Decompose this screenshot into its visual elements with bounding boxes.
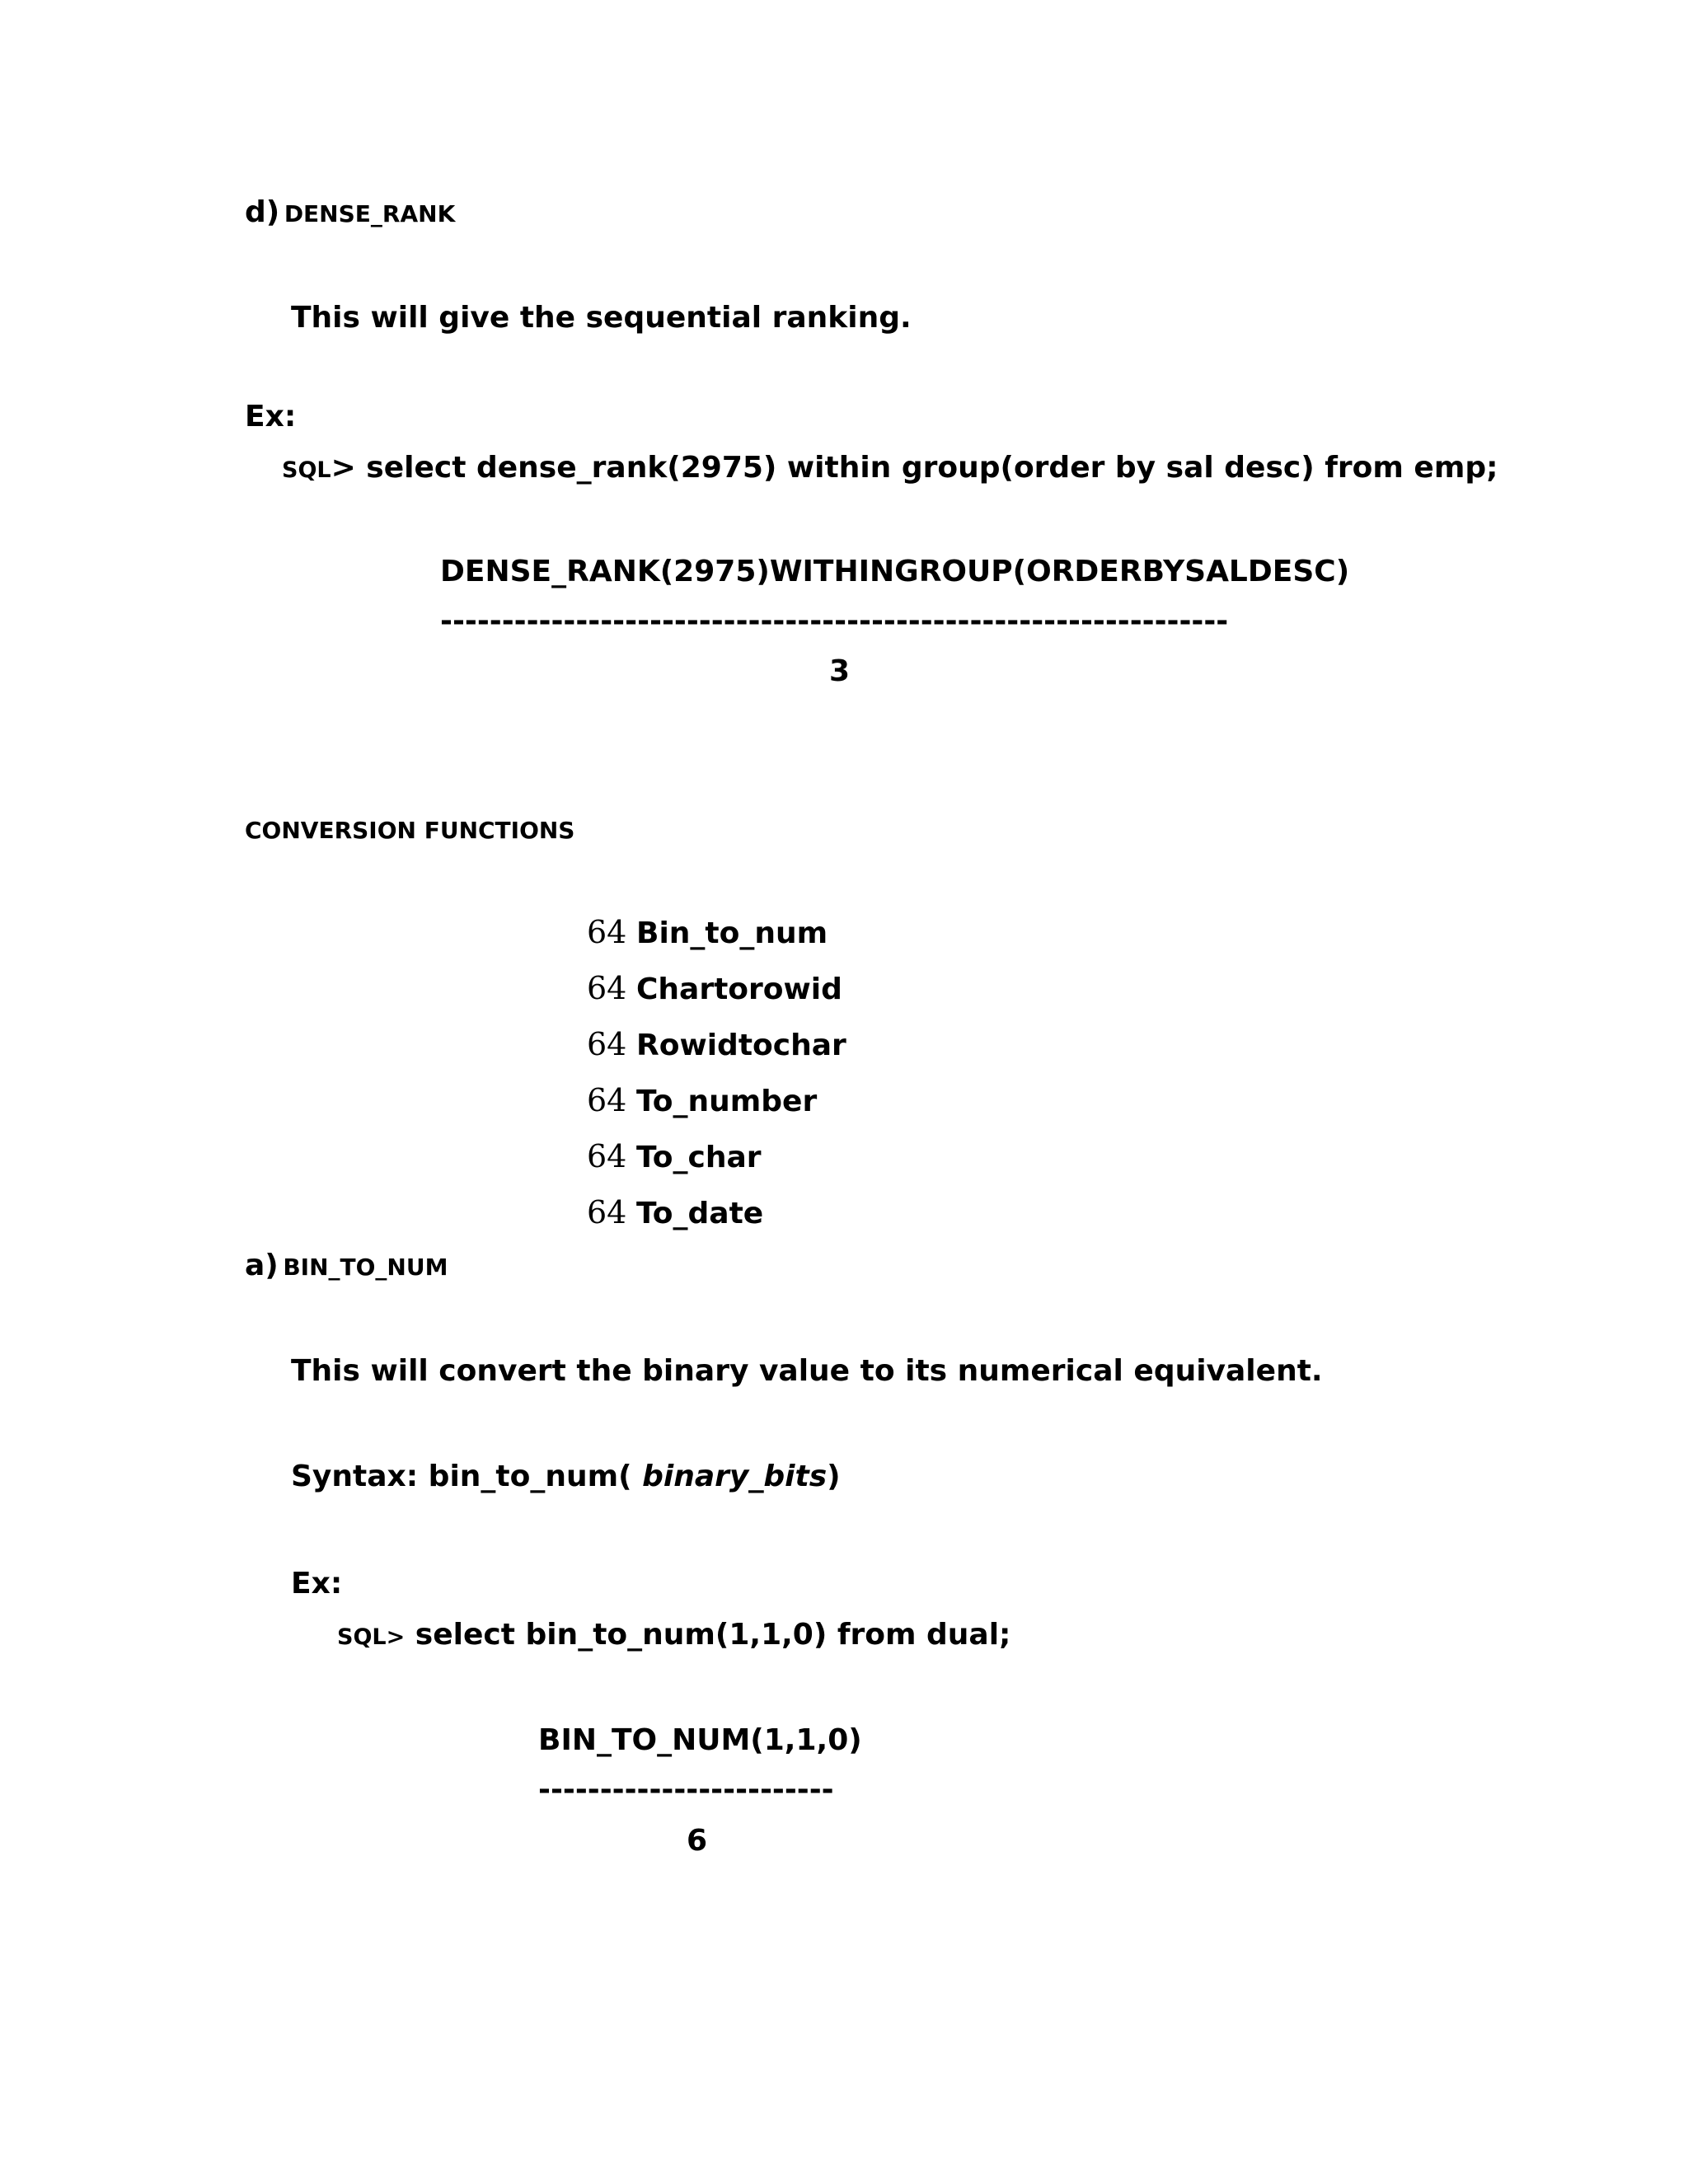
list-item (587, 1138, 762, 1174)
function-chartorowid: Chartorowid (636, 972, 842, 1006)
bullet-marker: 64 (587, 1194, 627, 1230)
bin-to-num-sql-query: select bin_to_num(1,1,0) from dual; (405, 1618, 1011, 1652)
conversion-section-title: CONVERSION FUNCTIONS (245, 817, 575, 844)
bin-to-num-sql-prompt: SQL> (337, 1624, 406, 1650)
list-item (587, 1194, 764, 1230)
function-bin-to-num: Bin_to_num (636, 916, 828, 950)
function-to-number: To_number (636, 1085, 818, 1118)
function-to-date: To_date (636, 1197, 764, 1230)
dense-rank-sql-prompt: SQL (282, 457, 331, 483)
dense-rank-sql-line (282, 453, 1498, 483)
bin-to-num-example-label: Ex: (291, 1567, 343, 1601)
dense-rank-title: DENSE_RANK (284, 200, 456, 227)
bin-to-num-sql-line (337, 1620, 1010, 1650)
bin-to-num-heading (245, 1251, 448, 1281)
bin-to-num-syntax (291, 1462, 841, 1492)
dense-rank-example-label: Ex: (245, 400, 297, 434)
bullet-marker: 64 (587, 1082, 627, 1118)
bin-to-num-result-divider: ------------------------ (538, 1773, 834, 1807)
syntax-argument: binary_bits (642, 1460, 828, 1493)
function-to-char: To_char (636, 1141, 762, 1174)
bin-to-num-result-value: 6 (687, 1824, 708, 1858)
list-item (587, 1026, 846, 1062)
list-item (587, 972, 842, 1005)
dense-rank-description: This will give the sequential ranking. (291, 301, 912, 335)
bin-to-num-description: This will convert the binary value to its numerical equivalent. (291, 1354, 1323, 1388)
syntax-prefix: Syntax: bin_to_num( (291, 1460, 643, 1493)
bin-to-num-prefix: a) (245, 1249, 279, 1282)
list-item (587, 1082, 818, 1118)
dense-rank-heading (245, 195, 456, 229)
bin-to-num-result-header: BIN_TO_NUM(1,1,0) (538, 1723, 862, 1757)
bullet-marker: 64 (587, 914, 627, 950)
dense-rank-result-header: DENSE_RANK(2975)WITHINGROUP(ORDERBYSALDESC) (440, 555, 1350, 588)
syntax-suffix: ) (827, 1460, 841, 1493)
bullet-marker: 64 (587, 1138, 627, 1174)
bin-to-num-title: BIN_TO_NUM (283, 1254, 448, 1281)
dense-rank-sql-query: > select dense_rank(2975) within group(order by sal desc) from emp; (331, 451, 1498, 485)
dense-rank-prefix: d) (245, 195, 280, 229)
function-rowidtochar: Rowidtochar (636, 1029, 846, 1062)
bullet-marker: 64 (587, 1026, 627, 1062)
bullet-marker: 64 (587, 970, 627, 1006)
dense-rank-result-value: 3 (829, 654, 851, 688)
list-item (587, 916, 828, 949)
dense-rank-result-divider: ---------------------------------------------------------------- (440, 604, 1229, 638)
